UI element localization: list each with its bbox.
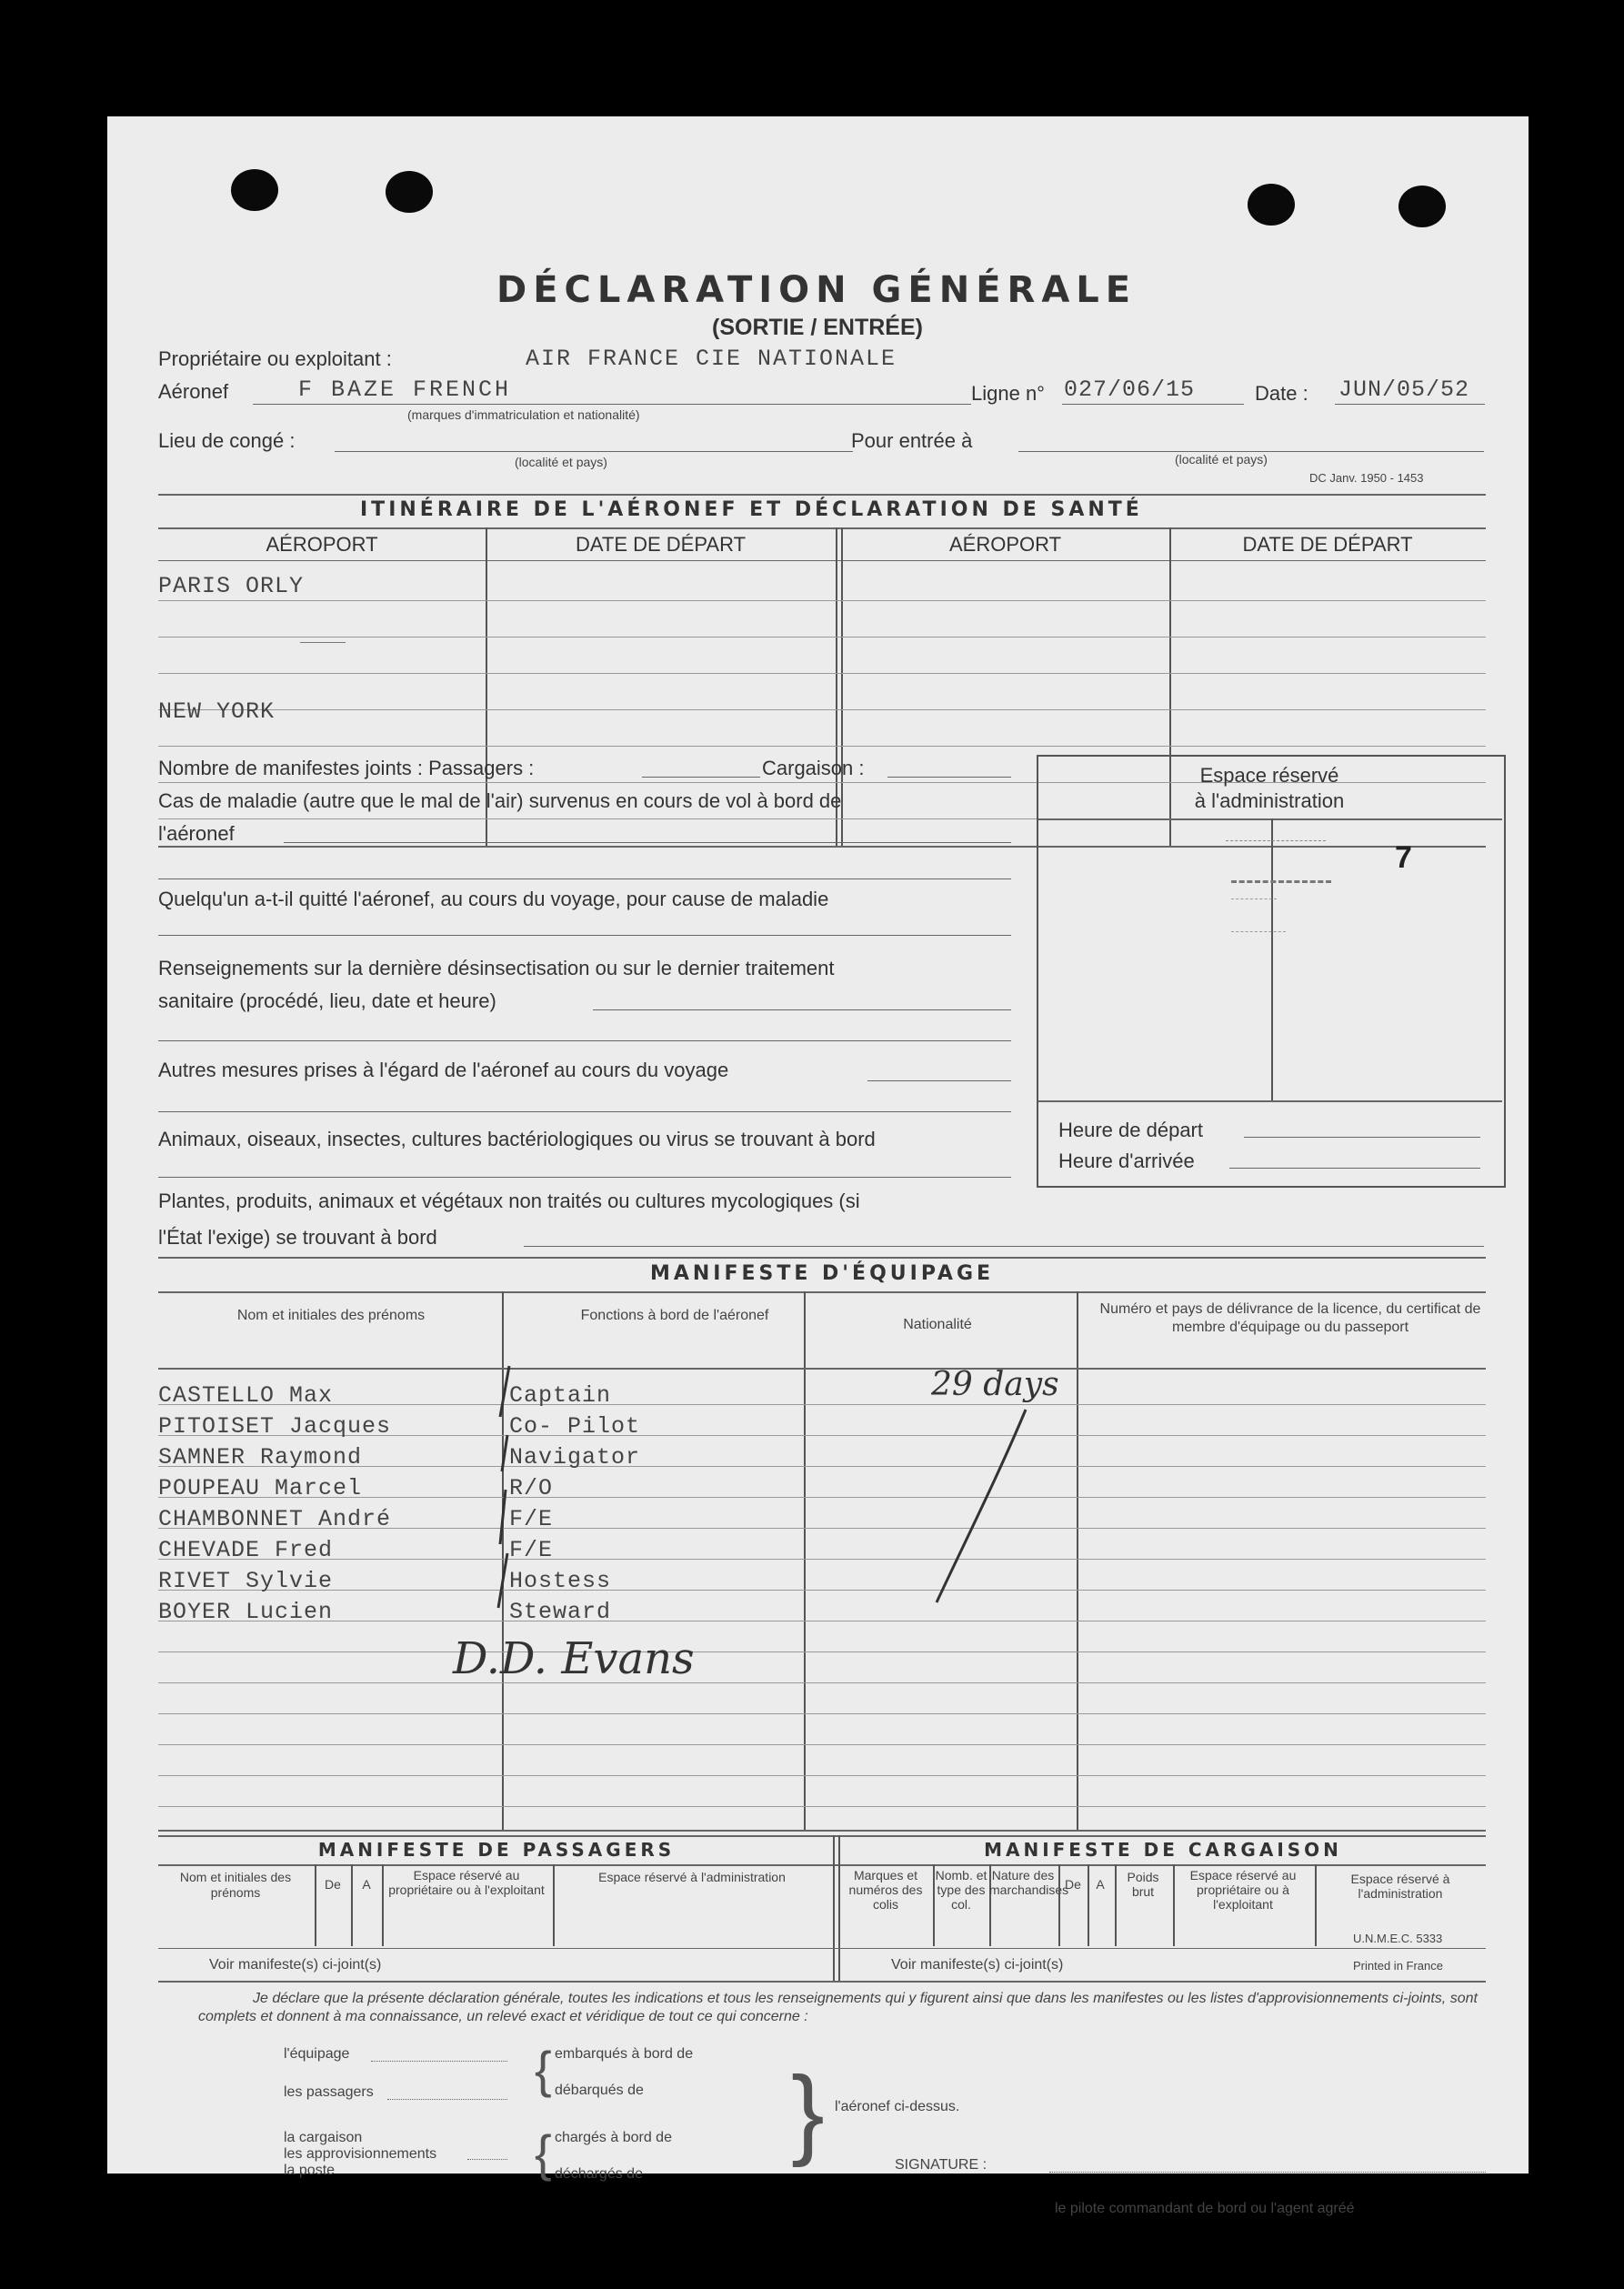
decl-cargo-label: la cargaison bbox=[284, 2130, 363, 2145]
disinsectisation-label: Renseignements sur la dernière désinsectisation ou sur le dernier traitement bbox=[158, 957, 835, 979]
crew-name-3: SAMNER Raymond bbox=[158, 1444, 363, 1471]
crew-function-7: Hostess bbox=[509, 1568, 612, 1594]
admin-mark: 7 bbox=[1395, 840, 1412, 875]
decl-passengers-label: les passagers bbox=[284, 2084, 374, 2100]
pax-col-admin: Espace réservé à l'administration bbox=[598, 1870, 786, 1884]
departure-place-label: Lieu de congé : bbox=[158, 429, 296, 452]
illness-label-2: l'aéronef bbox=[158, 822, 235, 845]
crew-name-6: CHEVADE Fred bbox=[158, 1537, 334, 1563]
form-title: DÉCLARATION GÉNÉRALE bbox=[496, 269, 1138, 311]
declaration-text: Je déclare que la présente déclaration générale, toutes les indications et tous les renseignements qui y figurent ainsi que dans les manifestes ou les listes d'approvisionnements ci-joints, sont complets et donnent à ma connaissance, un relevé exact et véridique de tout ce qui concerne : bbox=[198, 1991, 1478, 2024]
cargo-count-label: Cargaison : bbox=[762, 757, 865, 779]
crew-col-nationality: Nationalité bbox=[903, 1317, 972, 1332]
decl-aircraft-above: l'aéronef ci-dessus. bbox=[835, 2099, 960, 2114]
crew-function-2: Co- Pilot bbox=[509, 1413, 641, 1440]
crew-name-8: BOYER Lucien bbox=[158, 1599, 334, 1625]
cargo-col-weight: Poids brut bbox=[1127, 1870, 1159, 1899]
illness-label: Cas de maladie (autre que le mal de l'air) survenus en cours de vol à bord de bbox=[158, 789, 842, 812]
crew-col-licence: Numéro et pays de délivrance de la licence, du certificat de membre d'équipage ou du passeport bbox=[1099, 1301, 1481, 1335]
form-sheet bbox=[107, 116, 1529, 2216]
itinerary-col-airport-1: AÉROPORT bbox=[266, 533, 378, 556]
arrival-time-label: Heure d'arrivée bbox=[1058, 1150, 1195, 1172]
cargo-col-from: De bbox=[1065, 1877, 1081, 1892]
printer-reference: U.N.M.E.C. 5333 bbox=[1353, 1932, 1443, 1945]
cargo-footer: Voir manifeste(s) ci-joint(s) bbox=[891, 1957, 1064, 1973]
airport-to-value: NEW YORK bbox=[158, 698, 276, 725]
decl-loaded-label: chargés à bord de bbox=[555, 2130, 672, 2145]
other-measures-label: Autres mesures prises à l'égard de l'aéronef au cours du voyage bbox=[158, 1059, 729, 1081]
left-aircraft-label: Quelqu'un a-t-il quitté l'aéronef, au cours du voyage, pour cause de maladie bbox=[158, 888, 829, 910]
form-subtitle: (SORTIE / ENTRÉE) bbox=[712, 315, 923, 340]
date-label: Date : bbox=[1255, 382, 1308, 405]
decl-supplies-label: les approvisionnements bbox=[284, 2146, 437, 2162]
brace-icon: { bbox=[535, 2041, 552, 2098]
crew-col-function: Fonctions à bord de l'aéronef bbox=[580, 1308, 769, 1323]
line-label: Ligne n° bbox=[971, 382, 1045, 405]
owner-value: AIR FRANCE CIE NATIONALE bbox=[526, 346, 897, 372]
punch-hole-icon bbox=[386, 171, 433, 213]
decl-disembarked-label: débarqués de bbox=[555, 2083, 644, 2098]
owner-label: Propriétaire ou exploitant : bbox=[158, 347, 392, 370]
punch-hole-icon bbox=[1398, 186, 1446, 227]
aircraft-note: (marques d'immatriculation et nationalité) bbox=[407, 407, 640, 422]
crew-name-5: CHAMBONNET André bbox=[158, 1506, 392, 1532]
line-number-value: 027/06/15 bbox=[1064, 376, 1196, 403]
itinerary-heading: ITINÉRAIRE DE L'AÉRONEF ET DÉCLARATION DE SANTÉ bbox=[360, 498, 1143, 521]
cargo-col-nature: Nature des marchandises bbox=[989, 1868, 1069, 1897]
decl-mail-label: la poste bbox=[284, 2163, 336, 2178]
locality-note: (localité et pays) bbox=[515, 455, 607, 469]
decl-crew-label: l'équipage bbox=[284, 2046, 350, 2062]
crew-heading: MANIFESTE D'ÉQUIPAGE bbox=[649, 1262, 995, 1285]
itinerary-col-date-1: DATE DE DÉPART bbox=[575, 533, 747, 556]
admin-box-title-1: Espace réservé bbox=[1199, 764, 1339, 787]
crew-name-2: PITOISET Jacques bbox=[158, 1413, 392, 1440]
cargo-col-number: Nomb. et type des col. bbox=[935, 1868, 987, 1912]
brace-icon: } bbox=[791, 2056, 825, 2168]
signatory-note: le pilote commandant de bord ou l'agent agréé bbox=[1055, 2201, 1355, 2216]
crew-signature: D.D. Evans bbox=[453, 1633, 695, 1684]
locality-note: (localité et pays) bbox=[1175, 452, 1268, 467]
nationality-handwritten-note: 29 days bbox=[931, 1366, 1059, 1403]
crew-function-1: Captain bbox=[509, 1382, 612, 1409]
decl-unloaded-label: déchargés de bbox=[555, 2166, 643, 2182]
crew-function-4: R/O bbox=[509, 1475, 554, 1501]
form-reference: DC Janv. 1950 - 1453 bbox=[1309, 471, 1424, 485]
decl-embarked-label: embarqués à bord de bbox=[555, 2046, 694, 2062]
passenger-manifest-heading: MANIFESTE DE PASSAGERS bbox=[317, 1839, 676, 1861]
crew-function-6: F/E bbox=[509, 1537, 554, 1563]
pax-col-owner: Espace réservé au propriétaire ou à l'exploitant bbox=[388, 1868, 545, 1897]
crew-function-8: Steward bbox=[509, 1599, 612, 1625]
pax-col-name: Nom et initiales des prénoms bbox=[179, 1870, 292, 1900]
aircraft-value: F BAZE FRENCH bbox=[298, 376, 512, 403]
admin-box-title-2: à l'administration bbox=[1194, 789, 1345, 812]
crew-function-3: Navigator bbox=[509, 1444, 641, 1471]
cargo-col-owner: Espace réservé au propriétaire ou à l'exploitant bbox=[1189, 1868, 1297, 1912]
date-value: JUN/05/52 bbox=[1338, 376, 1470, 403]
pax-footer: Voir manifeste(s) ci-joint(s) bbox=[209, 1957, 382, 1973]
airport-from-value: PARIS ORLY bbox=[158, 573, 305, 599]
manifests-label: Nombre de manifestes joints : Passagers : bbox=[158, 757, 535, 779]
animals-label: Animaux, oiseaux, insectes, cultures bactériologiques ou virus se trouvant à bord bbox=[158, 1128, 876, 1150]
crew-col-name: Nom et initiales des prénoms bbox=[236, 1308, 426, 1323]
crew-function-5: F/E bbox=[509, 1506, 554, 1532]
crew-name-4: POUPEAU Marcel bbox=[158, 1475, 363, 1501]
itinerary-col-date-2: DATE DE DÉPART bbox=[1242, 533, 1413, 556]
cargo-col-admin: Espace réservé à l'administration bbox=[1350, 1872, 1450, 1901]
aircraft-label: Aéronef bbox=[158, 380, 229, 403]
pax-col-to: A bbox=[362, 1877, 371, 1892]
punch-hole-icon bbox=[231, 169, 278, 211]
signature-label: SIGNATURE : bbox=[895, 2157, 987, 2173]
crew-name-7: RIVET Sylvie bbox=[158, 1568, 334, 1594]
itinerary-col-airport-2: AÉROPORT bbox=[948, 533, 1062, 556]
plants-label: Plantes, produits, animaux et végétaux non traités ou cultures mycologiques (si bbox=[158, 1190, 860, 1212]
printed-note: Printed in France bbox=[1353, 1959, 1443, 1973]
cargo-col-to: A bbox=[1096, 1877, 1105, 1892]
pax-col-from: De bbox=[325, 1877, 341, 1892]
handwritten-stroke-icon bbox=[926, 1402, 1053, 1611]
punch-hole-icon bbox=[1248, 184, 1295, 226]
brace-icon: { bbox=[535, 2124, 552, 2182]
cargo-manifest-heading: MANIFESTE DE CARGAISON bbox=[984, 1839, 1342, 1861]
plants-label-2: l'État l'exige) se trouvant à bord bbox=[158, 1226, 437, 1249]
crew-name-1: CASTELLO Max bbox=[158, 1382, 334, 1409]
cargo-col-marks: Marques et numéros des colis bbox=[848, 1868, 923, 1912]
disinsectisation-label-2: sanitaire (procédé, lieu, date et heure) bbox=[158, 989, 496, 1012]
handwritten-bracket-icon bbox=[489, 1362, 526, 1617]
entry-label: Pour entrée à bbox=[851, 429, 973, 452]
departure-time-label: Heure de départ bbox=[1058, 1119, 1203, 1141]
